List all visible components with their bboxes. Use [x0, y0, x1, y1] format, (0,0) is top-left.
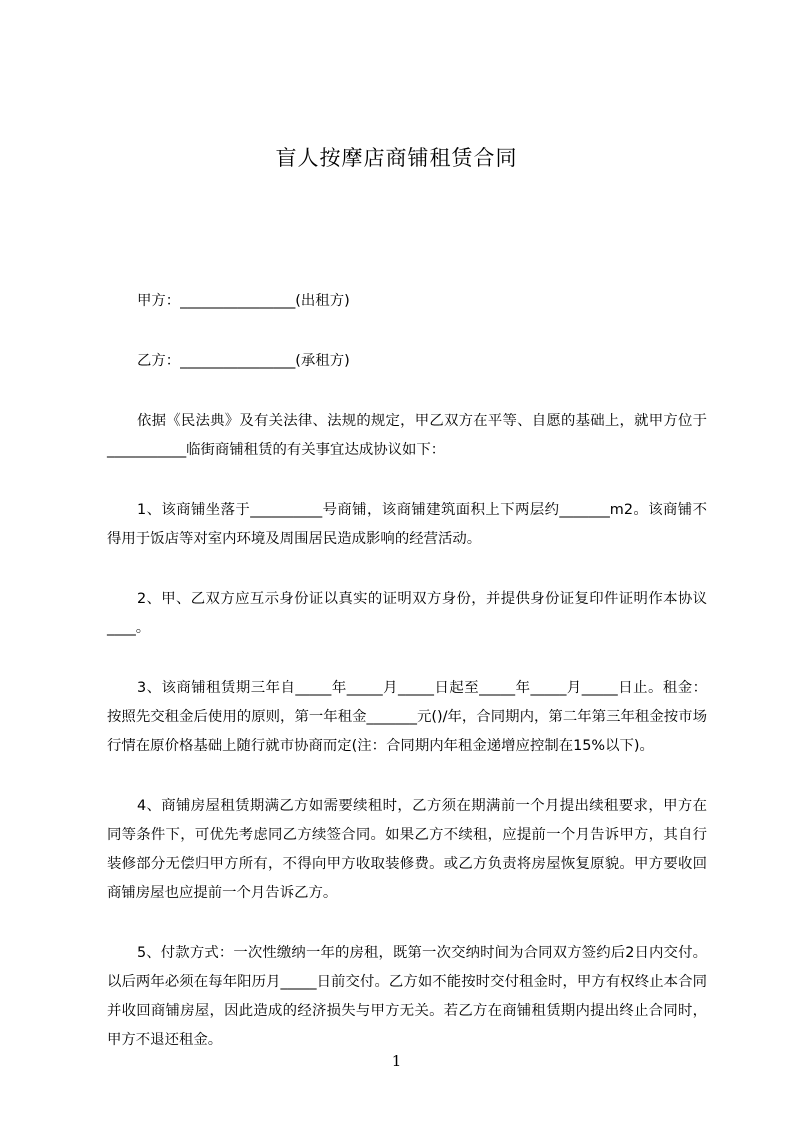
- document-body: [107, 287, 707, 1086]
- preamble-paragraph: 依据《民法典》及有关法律、法规的规定，甲乙双方在平等、自愿的基础上，就甲方位于___________临街商铺租赁的有关事宜达成协议如下：: [107, 413, 707, 458]
- clause-3-paragraph: 3、该商铺租赁期三年自_____年_____月_____日起至_____年_____月_____日止。租金：按照先交租金后使用的原则，第一年租金_______元()/年，合同期内，第二年第三年租金按市场行情在原价格基础上随行就市协商而定(注：合同期内年租金递增应控制在15%以下)。: [107, 680, 707, 754]
- clause-1-paragraph: 1、该商铺坐落于__________号商铺，该商铺建筑面积上下两层约_______m2。该商铺不得用于饭店等对室内环境及周围居民造成影响的经营活动。: [107, 502, 707, 547]
- page-number: 1: [391, 1052, 402, 1070]
- clause-5-paragraph: 5、付款方式：一次性缴纳一年的房租，既第一次交纳时间为合同双方签约后2日内交付。以后两年必须在每年阳历月_____日前交付。乙方如不能按时交付租金时，甲方有权终止本合同并收回商铺房屋，因此造成的经济损失与甲方无关。若乙方在商铺租赁期内提出终止合同时，甲方不退还租金。: [107, 945, 707, 1048]
- party-a-line: 甲方：________________(出租方): [137, 293, 350, 309]
- clause-4-paragraph: 4、商铺房屋租赁期满乙方如需要续租时，乙方须在期满前一个月提出续租要求，甲方在同等条件下，可优先考虑同乙方续签合同。如果乙方不续租，应提前一个月告诉甲方，其自行装修部分无偿归甲方所有，不得向甲方收取装修费。或乙方负责将房屋恢复原貌。甲方要收回商铺房屋也应提前一个月告诉乙方。: [107, 798, 707, 901]
- party-b-line: 乙方：________________(承租方): [137, 353, 350, 369]
- document-title: 盲人按摩店商铺租赁合同: [275, 146, 518, 170]
- clause-2-paragraph: 2、甲、乙双方应互示身份证以真实的证明双方身份，并提供身份证复印件证明作本协议____。: [107, 591, 707, 636]
